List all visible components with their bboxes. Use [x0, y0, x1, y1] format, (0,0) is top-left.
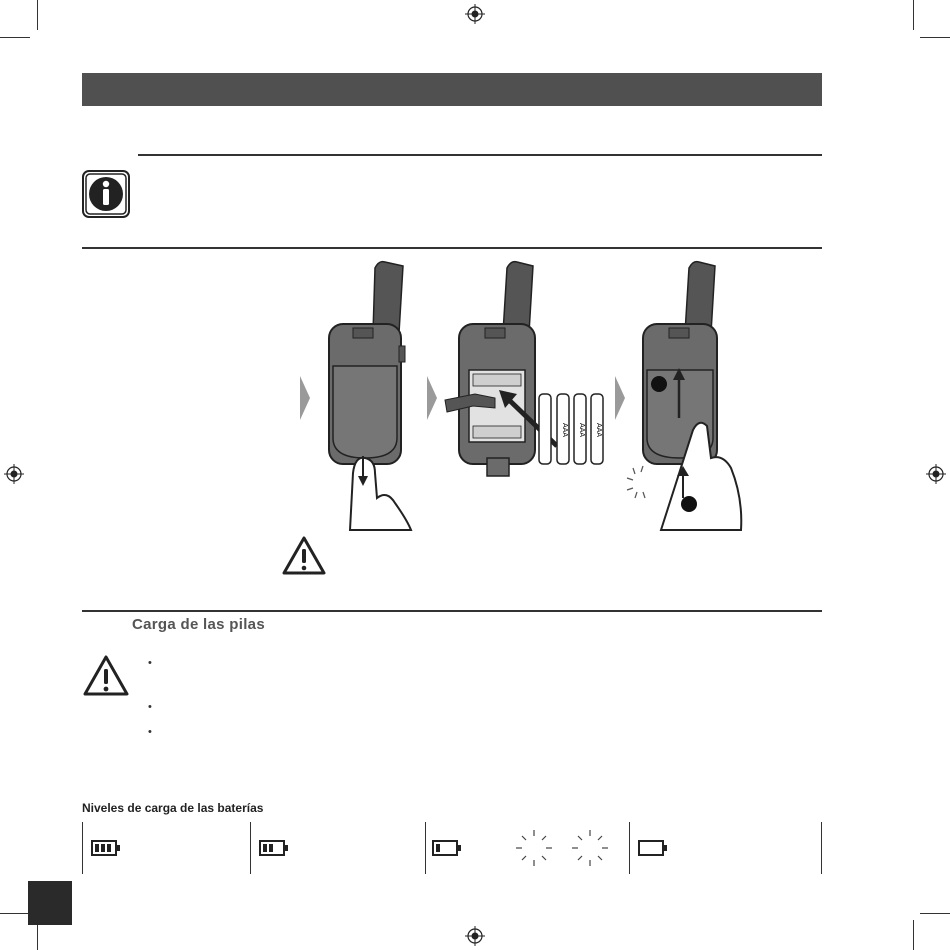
battery-low-icon — [432, 840, 462, 856]
blink-icon — [570, 828, 610, 868]
bullet-point: • — [148, 701, 152, 713]
battery-cell — [557, 394, 569, 464]
battery-cell — [574, 394, 586, 464]
bullet-point: • — [148, 726, 152, 738]
crop-mark — [920, 913, 950, 914]
page-number-tab — [28, 881, 72, 925]
walkie-talkie-device-open — [445, 262, 603, 476]
crop-mark — [913, 0, 914, 30]
bullet-point: • — [148, 657, 152, 669]
crop-mark — [913, 920, 914, 950]
battery-cell — [539, 394, 551, 464]
walkie-talkie-device-closed — [329, 262, 411, 530]
registration-mark-icon — [465, 926, 485, 946]
section-title: Carga de las pilas — [132, 616, 265, 633]
battery-empty-icon — [638, 840, 668, 856]
section-rule — [138, 154, 822, 156]
crop-mark — [920, 37, 950, 38]
battery-cell — [591, 394, 603, 464]
table-divider — [629, 822, 630, 874]
battery-full-icon — [91, 840, 121, 856]
step-arrow-icon — [300, 376, 310, 420]
table-divider — [425, 822, 426, 874]
warning-icon — [82, 654, 130, 698]
table-divider — [250, 822, 251, 874]
step-arrow-icon — [427, 376, 437, 420]
blink-icon — [627, 466, 645, 498]
table-divider — [821, 822, 822, 874]
battery-levels-title: Niveles de carga de las baterías — [82, 801, 264, 815]
header-bar — [82, 73, 822, 106]
table-divider — [82, 822, 83, 874]
blink-icon — [514, 828, 554, 868]
battery-installation-illustration — [295, 258, 765, 530]
info-icon — [82, 170, 130, 218]
section-rule — [82, 610, 822, 612]
registration-mark-icon — [4, 464, 24, 484]
svg-text:AAA: AAA — [595, 422, 602, 438]
crop-mark — [0, 913, 30, 914]
registration-mark-icon — [926, 464, 946, 484]
crop-mark — [0, 37, 30, 38]
battery-medium-icon — [259, 840, 289, 856]
section-rule — [82, 247, 822, 249]
registration-mark-icon — [465, 4, 485, 24]
crop-mark — [37, 0, 38, 30]
step-arrow-icon — [615, 376, 625, 420]
walkie-talkie-device-closing — [627, 262, 741, 530]
svg-text:AAA: AAA — [578, 422, 585, 438]
warning-icon — [281, 535, 327, 577]
svg-text:AAA: AAA — [561, 422, 568, 438]
